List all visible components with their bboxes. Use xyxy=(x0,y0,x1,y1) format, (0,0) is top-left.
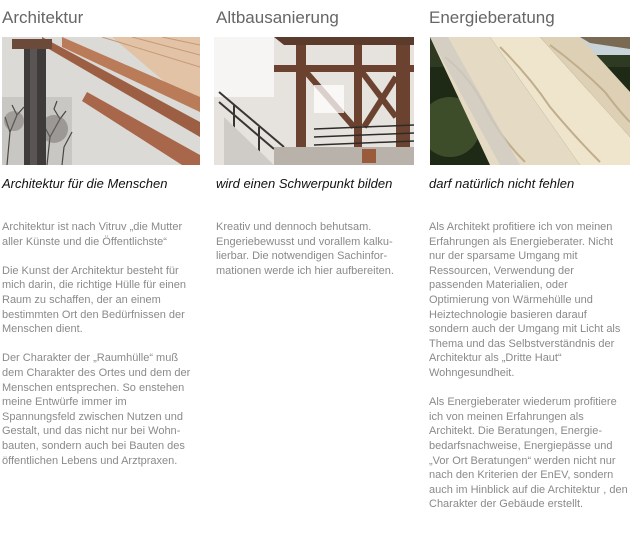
paragraph: Der Charakter der „Raumhülle“ muß dem Charakter des Ortes und dem der Menschen entsprechen. So enstehen meine Entwürfe immer im Spannungsfeld zwischen Nutzen und Gestalt, und das nicht nur bei Wohnbauten, sondern auch bei Bauten des öffentlichen Lebens und Arztpraxen. xyxy=(2,352,191,467)
architecture-photo[interactable] xyxy=(2,37,200,165)
paragraph: Als Energieberater wiederum profitiere ich von meinen Erfahrungen als Architekt. Die Beratungen, Energiebedarfsnachweise, Energiepässe und „Vor Ort Beratungen“ werden nicht nur nach den Kriterien der EnEV, sondern auch im Hinblick auf die Architektur , den Charakter der Gebäude erstellt. xyxy=(429,396,628,511)
section-subtitle: Architektur für die Menschen xyxy=(2,176,168,191)
section-subtitle: wird einen Schwerpunkt bilden xyxy=(216,176,393,191)
section-body xyxy=(216,220,416,293)
section-heading[interactable]: Altbausanierung xyxy=(216,8,339,27)
paragraph: Kreativ und dennoch behutsam. Engeriebewusst und vorallem kalkulierbar. Die notwendigen Sachinformationen werde ich hier aufbereiten. xyxy=(216,221,394,277)
insulation-photo[interactable] xyxy=(430,37,630,165)
section-body xyxy=(2,220,202,483)
section-subtitle: darf natürlich nicht fehlen xyxy=(429,176,575,191)
section-heading[interactable]: Energieberatung xyxy=(429,8,555,27)
renovation-photo[interactable] xyxy=(214,37,414,165)
paragraph: Die Kunst der Architektur besteht für mich darin, die richtige Hülle für einen Raum zu schaffen, der an einem bestimmten Ort den Bedürfnissen der Menschen dient. xyxy=(2,264,187,336)
paragraph: Als Architekt profitiere ich von meinen Erfahrungen als Energieberater. Nicht nur der sparsame Umgang mit Ressourcen, Verwendung der passenden Materialien, oder Optimierung von Wärmehülle und Heiztechnologie basieren darauf sondern auch der Umgang mit Licht als Thema und das Selbstverständnis der Architektur als „Dritte Haut“ Wohngesundheit. xyxy=(429,221,621,379)
section-heading[interactable]: Architektur xyxy=(2,8,84,27)
paragraph: Architektur ist nach Vitruv „die Mutter aller Künste und die Öffentlichste“ xyxy=(2,221,183,248)
section-body xyxy=(429,220,629,526)
